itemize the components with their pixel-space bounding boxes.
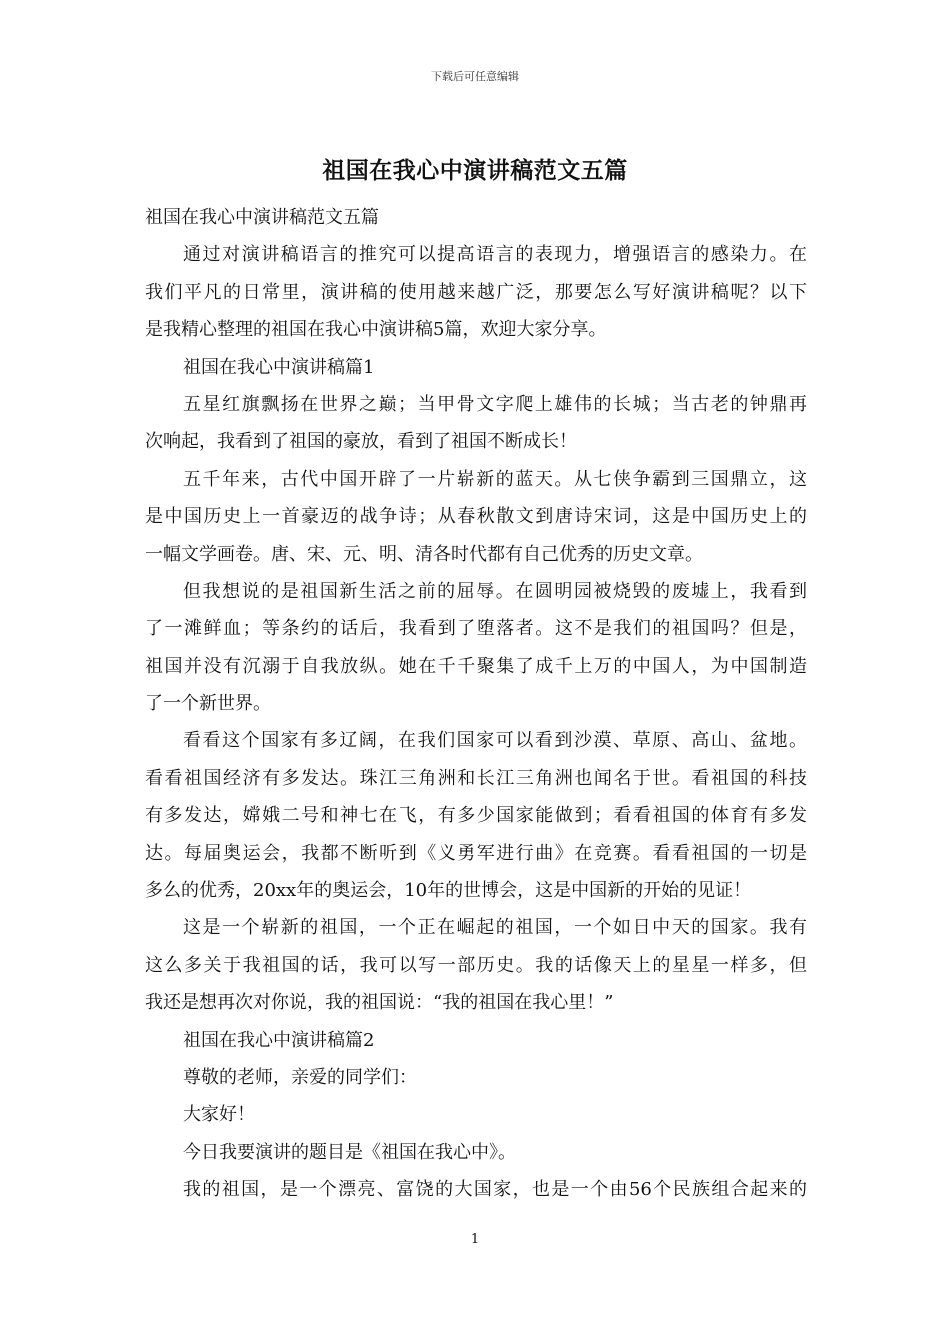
paragraph-line: 了一个新世界。 [145, 693, 271, 715]
document-body [145, 199, 807, 1209]
paragraph-line: 五千年来，古代中国开辟了一片崭新的蓝天。从七侠争霸到三国鼎立，这 [183, 468, 807, 490]
paragraph-line: 我们平凡的日常里，演讲稿的使用越来越广泛，那要怎么写好演讲稿呢？以下 [145, 281, 807, 303]
paragraph-line: 五星红旗飘扬在世界之巅；当甲骨文字爬上雄伟的长城；当古老的钟鼎再 [183, 393, 807, 415]
paragraph-line: 看看祖国经济有多发达。珠江三角洲和长江三角洲也闻名于世。看祖国的科技 [145, 767, 807, 789]
greeting-line: 大家好！ [183, 1104, 255, 1126]
page-number: 1 [470, 1232, 480, 1247]
paragraph-line: 多么的优秀，20xx年的奥运会，10年的世博会，这是中国新的开始的见证！ [145, 880, 752, 902]
subtitle-line: 祖国在我心中演讲稿范文五篇 [145, 207, 379, 228]
paragraph-line: 我的祖国，是一个漂亮、富饶的大国家，也是一个由56个民族组合起来的 [183, 1179, 807, 1201]
salutation-line: 尊敬的老师，亲爱的同学们： [183, 1066, 417, 1088]
paragraph-line: 看看这个国家有多辽阔，在我们国家可以看到沙漠、草原、高山、盆地。 [183, 730, 807, 752]
paragraph-line: 这是一个崭新的祖国，一个正在崛起的祖国，一个如日中天的国家。我有 [183, 917, 807, 939]
paragraph-line: 是我精心整理的祖国在我心中演讲稿5篇，欢迎大家分享。 [145, 319, 607, 341]
paragraph-line: 一幅文学画卷。唐、宋、元、明、清各时代都有自己优秀的历史文章。 [145, 543, 703, 565]
section-heading: 祖国在我心中演讲稿篇1 [183, 356, 375, 378]
paragraph-line: 达。每届奥运会，我都不断听到《义勇军进行曲》在竞赛。看看祖国的一切是 [145, 842, 807, 864]
paragraph-line: 是中国历史上一首豪迈的战争诗；从春秋散文到唐诗宋词，这是中国历史上的 [145, 506, 807, 528]
paragraph-line: 但我想说的是祖国新生活之前的屈辱。在圆明园被烧毁的废墟上，我看到 [183, 580, 807, 602]
paragraph-line: 有多发达，嫦娥二号和神七在飞，有多少国家能做到；看看祖国的体育有多发 [145, 805, 807, 827]
paragraph-line: 祖国并没有沉溺于自我放纵。她在千千聚集了成千上万的中国人，为中国制造 [145, 655, 807, 677]
header-note: 下载后可任意编辑 [431, 70, 519, 83]
document-title: 祖国在我心中演讲稿范文五篇 [322, 157, 628, 184]
paragraph-line: 通过对演讲稿语言的推究可以提高语言的表现力，增强语言的感染力。在 [183, 244, 807, 266]
paragraph-line: 今日我要演讲的题目是《祖国在我心中》。 [183, 1141, 516, 1163]
paragraph-line: 次响起，我看到了祖国的豪放，看到了祖国不断成长！ [145, 431, 577, 453]
paragraph-line: 我还是想再次对你说，我的祖国说：“我的祖国在我心里！” [145, 992, 614, 1014]
section-heading: 祖国在我心中演讲稿篇2 [183, 1029, 375, 1051]
paragraph-line: 这么多关于我祖国的话，我可以写一部历史。我的话像天上的星星一样多，但 [145, 954, 807, 976]
paragraph-line: 了一滩鲜血；等条约的话后，我看到了堕落者。这不是我们的祖国吗？但是， [145, 618, 807, 640]
